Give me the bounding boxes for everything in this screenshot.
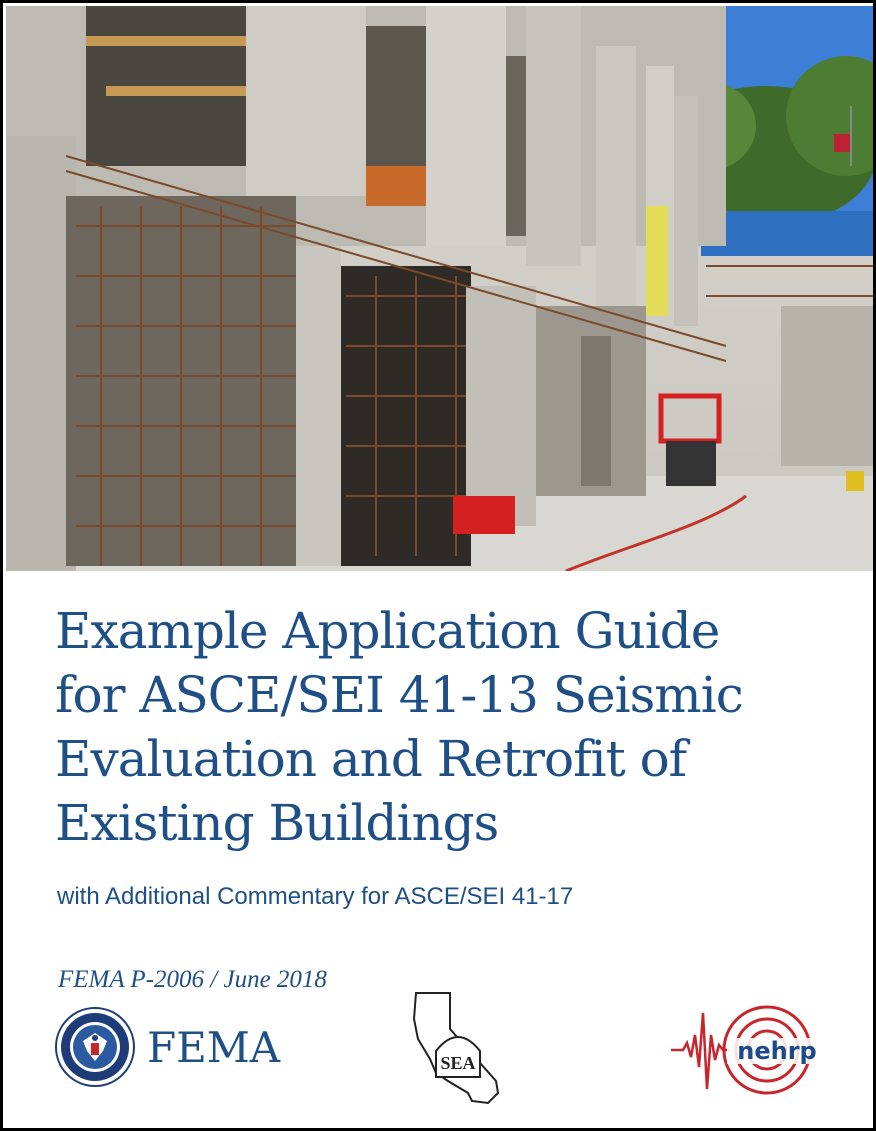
construction-site-photo-icon (6, 6, 876, 571)
title-line-4: Existing Buildings (55, 794, 499, 852)
fema-wordmark: FEMA (147, 1022, 281, 1072)
title-line-3: Evaluation and Retrofit of (55, 730, 687, 788)
document-title (55, 599, 855, 855)
seaoc-california-icon (408, 989, 508, 1107)
dhs-seal-icon (55, 1007, 135, 1087)
sea-logo-letters: SEA (440, 1053, 476, 1073)
publication-info: FEMA P-2006 / June 2018 (58, 966, 327, 993)
title-line-1: Example Application Guide (55, 602, 720, 660)
nehrp-seismograph-icon (669, 1005, 831, 1095)
cover-photo (6, 6, 876, 571)
document-subtitle: with Additional Commentary for ASCE/SEI 41-17 (57, 883, 574, 910)
fema-logo (55, 1007, 280, 1087)
nehrp-wordmark: nehrp (737, 1037, 817, 1065)
title-line-2: for ASCE/SEI 41-13 Seismic (55, 666, 743, 724)
